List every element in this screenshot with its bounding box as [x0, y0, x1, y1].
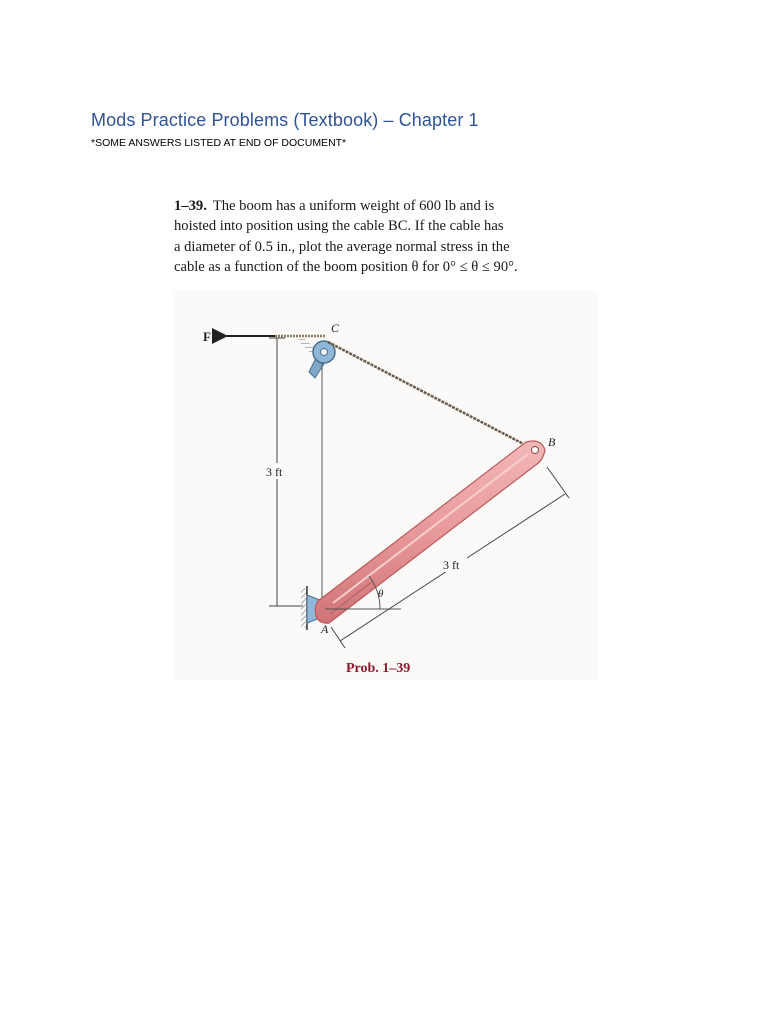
- problem-number: 1–39.: [174, 198, 207, 214]
- boom-diagram: [173, 290, 597, 680]
- answers-note: *SOME ANSWERS LISTED AT END OF DOCUMENT*: [91, 137, 347, 149]
- problem-statement: [174, 196, 599, 277]
- figure-caption: Prob. 1–39: [346, 661, 411, 676]
- problem-line-4: cable as a function of the boom position θ for 0° ≤ θ ≤ 90°.: [174, 258, 518, 275]
- angle-label: θ: [378, 588, 384, 600]
- point-b-label: B: [548, 435, 556, 449]
- boom-length-label: 3 ft: [443, 558, 460, 572]
- problem-figure: [173, 290, 597, 680]
- point-b-pin-icon: [532, 447, 539, 454]
- problem-line-3: a diameter of 0.5 in., plot the average normal stress in the: [174, 238, 510, 255]
- cable-bc: [328, 342, 535, 450]
- problem-line-1: 1–39. The boom has a uniform weight of 600 lb and is: [174, 198, 495, 214]
- problem-line-2: hoisted into position using the cable BC. If the cable has: [174, 218, 504, 235]
- boom: [315, 441, 545, 623]
- point-c-label: C: [331, 321, 340, 335]
- point-a-label: A: [321, 622, 329, 636]
- height-label: 3 ft: [266, 465, 283, 479]
- document-heading: Mods Practice Problems (Textbook) – Chapter 1: [91, 110, 479, 130]
- force-label: F: [203, 329, 211, 344]
